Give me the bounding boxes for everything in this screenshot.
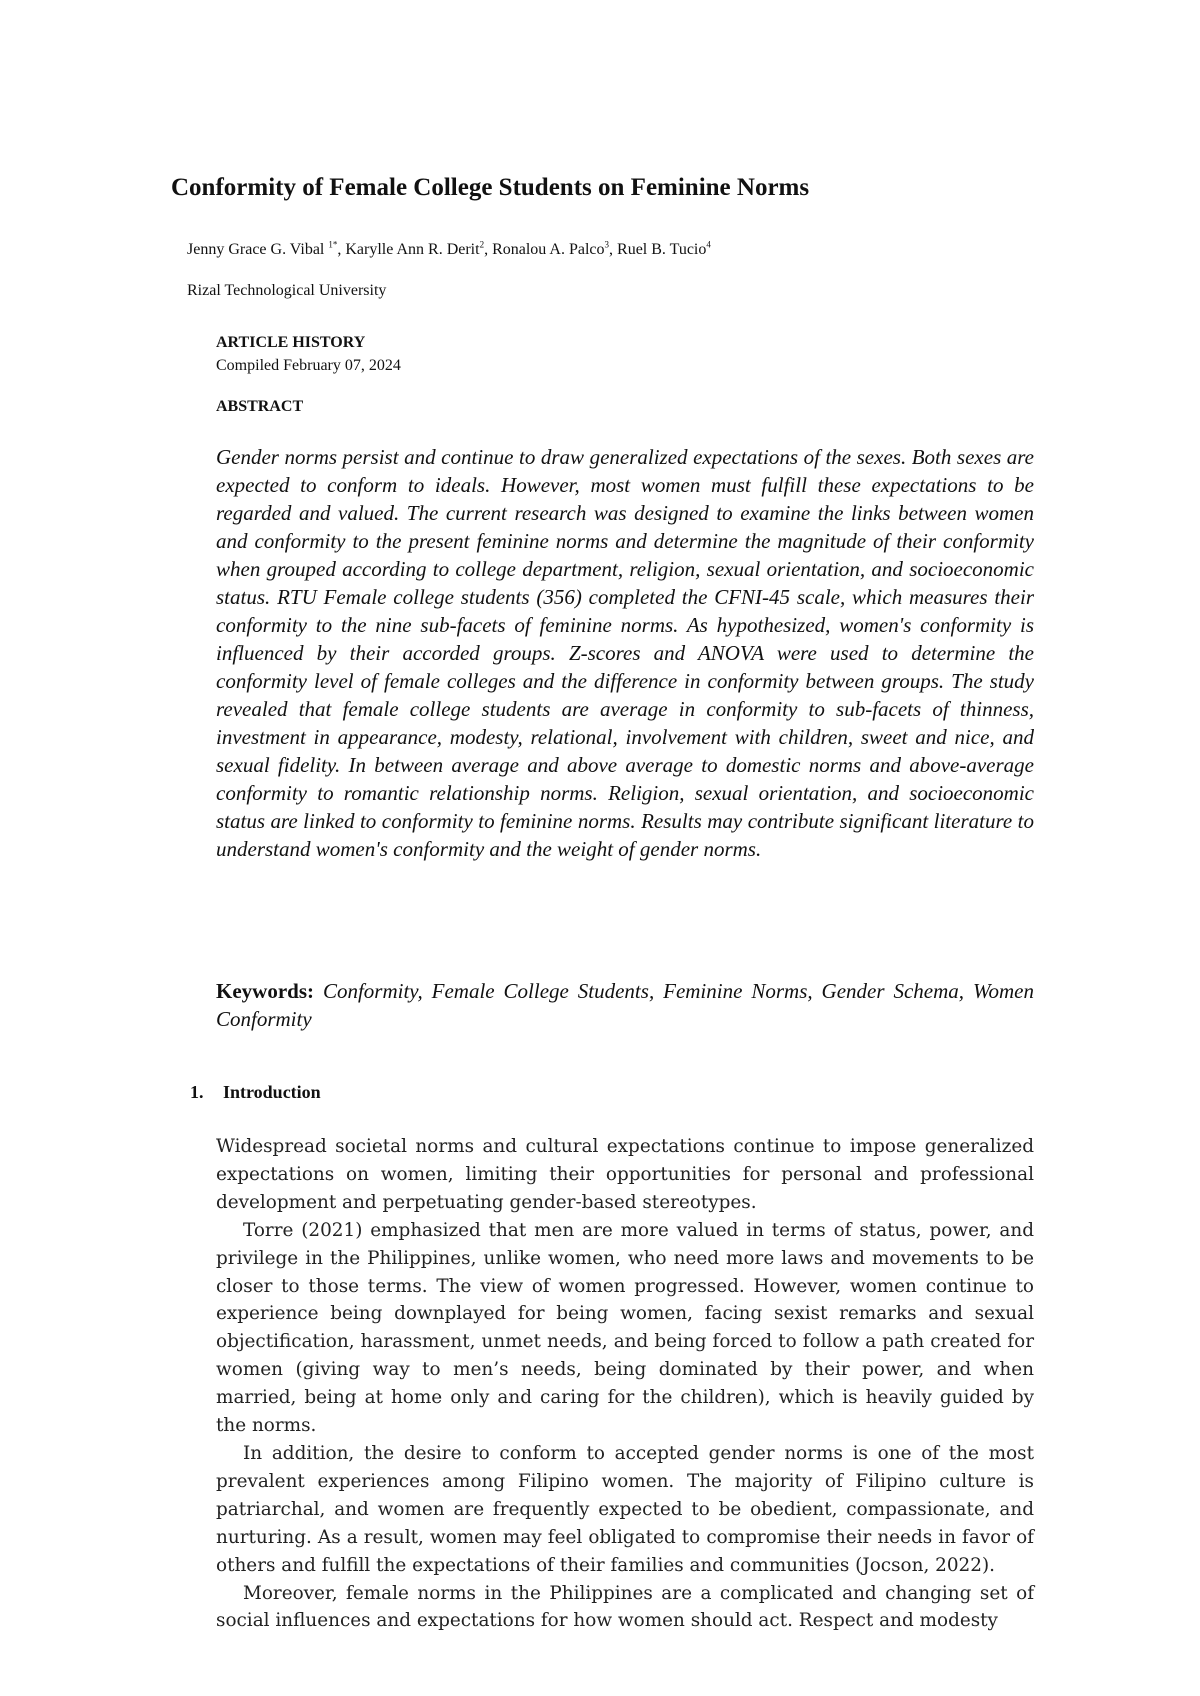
author-3 [492, 241, 617, 258]
author-mark: 4 [706, 239, 711, 250]
author-name: Ronalou A. Palco [492, 241, 605, 258]
paragraph: Torre (2021) emphasized that men are more valued in terms of status, power, and privilege in the Philippines, unlike women, who need more laws and movements to be closer to those terms. The view of women progressed. However, women continue to experience being downplayed for being women, facing sexist remarks and sexual objectification, harassment, unmet needs, and being forced to follow a path created for women (giving way to men’s needs, being dominated by their power, and when married, being at home only and caring for the children), which is heavily guided by the norms. [216, 1219, 1034, 1437]
introduction-body [216, 1133, 1034, 1635]
abstract-text: Gender norms persist and continue to draw generalized expectations of the sexes. Both sexes are expected to conform to ideals. However, most women must fulfill these expectations to be regarded and valued. The current research was designed to examine the links between women and conformity to the present feminine norms and determine the magnitude of their conformity when grouped according to college department, religion, sexual orientation, and socioeconomic status. RTU Female college students (356) completed the CFNI-45 scale, which measures their conformity to the nine sub-facets of feminine norms. As hypothesized, women's conformity is influenced by their accorded groups. Z-scores and ANOVA were used to determine the conformity level of female colleges and the difference in conformity between groups. The study revealed that female college students are average in conformity to sub-facets of thinness, investment in appearance, modesty, relational, involvement with children, sweet and nice, and sexual fidelity. In between average and above average to domestic norms and above-average conformity to romantic relationship norms. Religion, sexual orientation, and socioeconomic status are linked to conformity to feminine norms. Results may contribute significant literature to understand women's conformity and the weight of gender norms. [216, 445, 1034, 861]
author-name: Jenny Grace G. Vibal [187, 241, 325, 258]
author-mark: 2 [479, 239, 485, 250]
keywords-label: Keywords: [216, 979, 314, 1003]
paragraph: Widespread societal norms and cultural expectations continue to impose generalized expectations on women, limiting their opportunities for personal and professional development and perpetuating gender-based stereotypes. [216, 1136, 1034, 1213]
author-mark: 3 [604, 239, 610, 250]
author-name: Karylle Ann R. Derit [345, 241, 480, 258]
article-history-date: Compiled February 07, 2024 [216, 357, 401, 374]
author-1 [187, 241, 345, 258]
paper-title: Conformity of Female College Students on Feminine Norms [171, 174, 810, 201]
section-title: Introduction [223, 1082, 321, 1102]
keywords [216, 977, 1034, 1033]
author-separator: , [609, 241, 618, 258]
paragraph: In addition, the desire to conform to accepted gender norms is one of the most prevalent experiences among Filipino women. The majority of Filipino culture is patriarchal, and women are frequently expected to be obedient, compassionate, and nurturing. As a result, women may feel obligated to compromise their needs in favor of others and fulfill the expectations of their families and communities (Jocson, 2022). [216, 1442, 1034, 1576]
section-heading-introduction [190, 1080, 321, 1104]
author-2 [345, 241, 492, 258]
author-separator: , [337, 241, 346, 258]
abstract-heading: ABSTRACT [216, 398, 304, 415]
article-history-heading: ARTICLE HISTORY [216, 334, 366, 351]
author-separator: , [484, 241, 493, 258]
author-4 [617, 241, 711, 258]
section-number: 1. [190, 1082, 204, 1102]
keywords-list: Conformity, Female College Students, Feminine Norms, Gender Schema, Women Conformity [216, 979, 1035, 1031]
author-list [187, 240, 711, 260]
author-name: Ruel B. Tucio [617, 241, 707, 258]
author-mark: 1* [328, 239, 338, 250]
paragraph: Moreover, female norms in the Philippines are a complicated and changing set of social influences and expectations for how women should act. Respect and modesty [216, 1582, 1034, 1632]
affiliation: Rizal Technological University [187, 282, 387, 299]
